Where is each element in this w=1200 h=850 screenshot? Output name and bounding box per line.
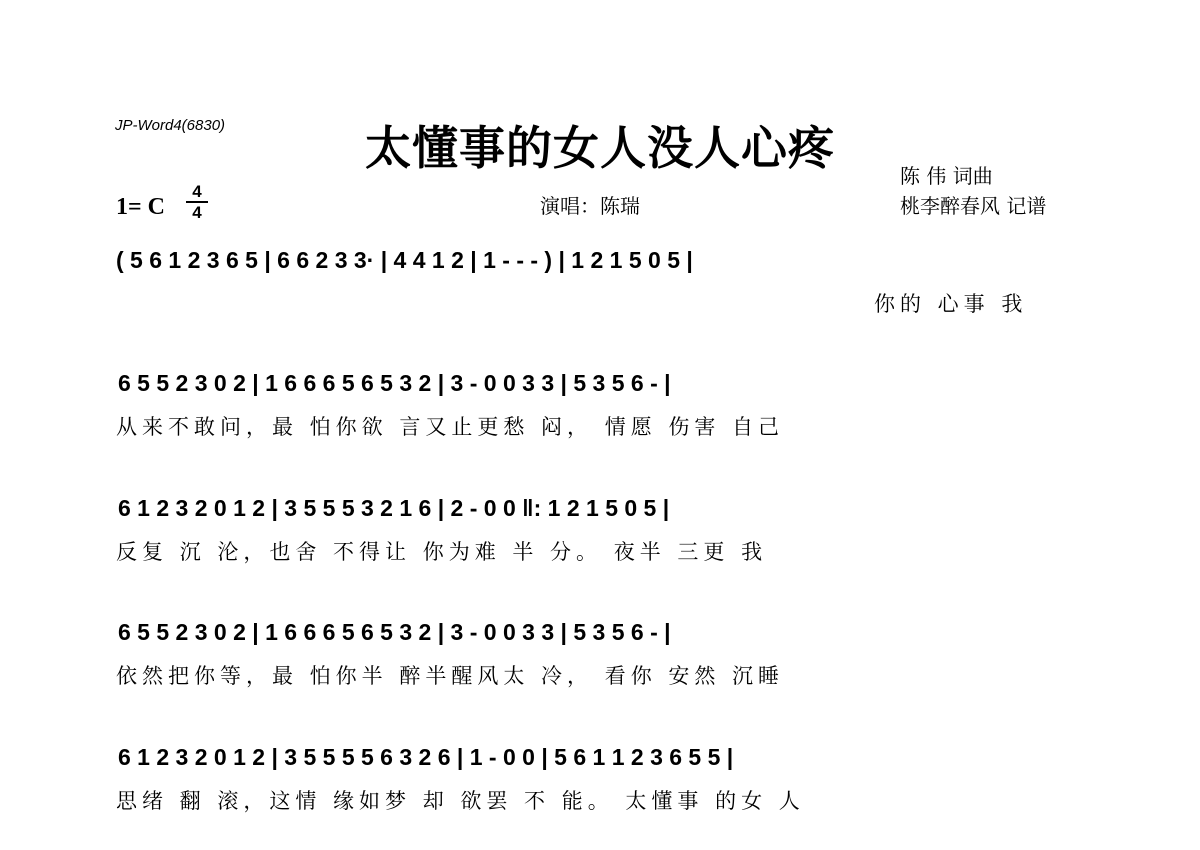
time-signature-bottom: 4	[192, 203, 202, 222]
lyrics-line: 思绪 翻 滚，这情 缘如梦 却 欲罢 不 能。 太懂事 的女 人	[116, 789, 805, 813]
notation-line: ( 5 6 1 2 3 6 5 | 6 6 2 3 3· | 4 4 1 2 | 1 - - - ) | 1 2 1 5 0 5 |	[116, 247, 693, 273]
lyrics-line: 反复 沉 沦，也舍 不得让 你为难 半 分。 夜半 三更 我	[116, 540, 768, 564]
notation-line: 6 5 5 2 3 0 2 | 1 6 6 6 5 6 5 3 2 | 3 - 0 0 3 3 | 5 3 5 6 - |	[118, 619, 671, 645]
transcriber-credit: 桃李醉春风 记谱	[900, 194, 1047, 218]
time-signature-top: 4	[192, 182, 202, 201]
time-signature	[186, 183, 208, 221]
key-signature: 1= C	[116, 194, 166, 220]
song-title: 太懂事的女人没人心疼	[365, 121, 835, 175]
software-label: JP-Word4(6830)	[115, 117, 226, 134]
notation-line: 6 1 2 3 2 0 1 2 | 3 5 5 5 3 2 1 6 | 2 - 0 0 ‖: 1 2 1 5 0 5 |	[118, 495, 670, 521]
notation-line: 6 1 2 3 2 0 1 2 | 3 5 5 5 5 6 3 2 6 | 1 - 0 0 | 5 6 1 1 2 3 6 5 5 |	[118, 744, 734, 770]
composer-credit: 陈 伟 词曲	[900, 164, 993, 188]
lyrics-line: 你的 心事 我	[874, 292, 1028, 316]
singer-credit: 演唱：陈瑞	[540, 194, 640, 218]
notation-line: 6 5 5 2 3 0 2 | 1 6 6 6 5 6 5 3 2 | 3 - 0 0 3 3 | 5 3 5 6 - |	[118, 370, 671, 396]
lyrics-line: 依然把你等，最 怕你半 醉半醒风太 冷， 看你 安然 沉睡	[116, 664, 785, 688]
lyrics-line: 从来不敢问，最 怕你欲 言又止更愁 闷， 情愿 伤害 自己	[116, 415, 785, 439]
